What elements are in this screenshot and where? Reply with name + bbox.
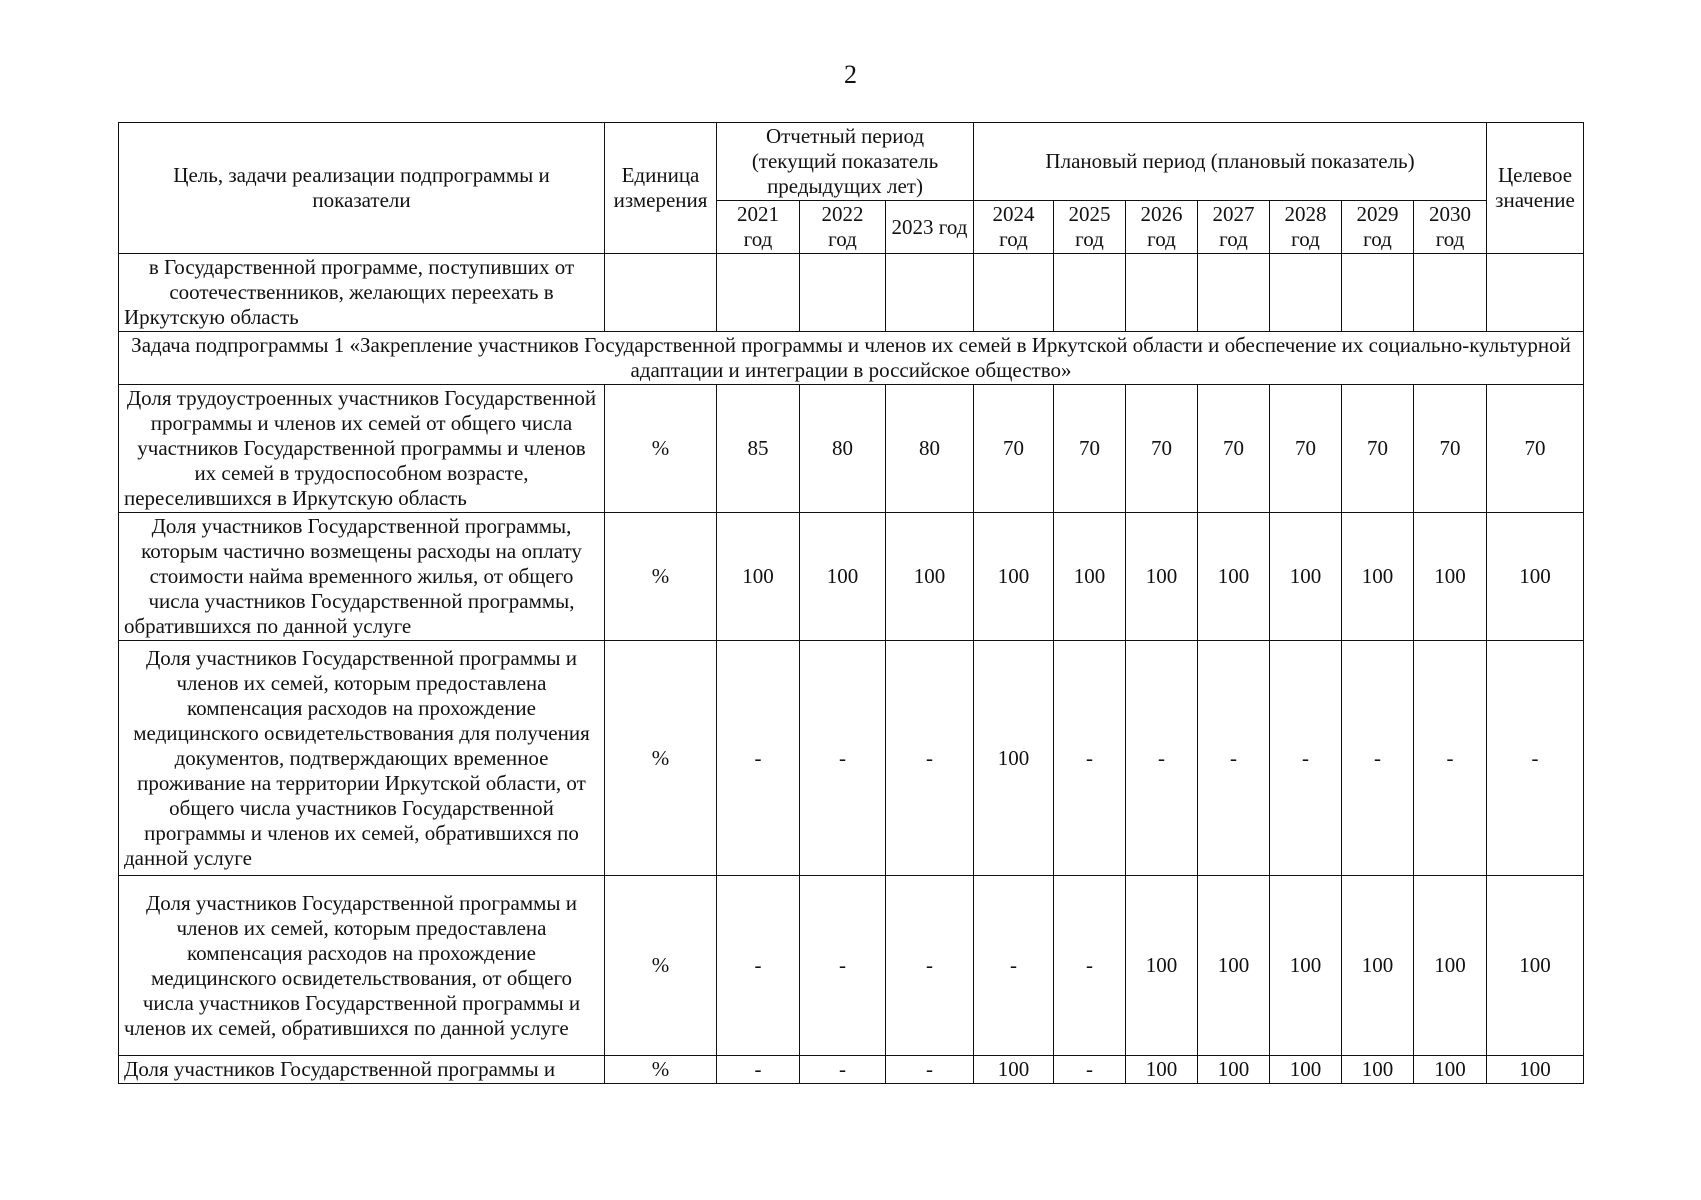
value-cell: - xyxy=(974,876,1054,1056)
value-cell: 70 xyxy=(1054,385,1126,513)
value-cell: 70 xyxy=(1126,385,1198,513)
header-year: 2029 год xyxy=(1342,201,1414,254)
header-year: 2028 год xyxy=(1270,201,1342,254)
indicator-text: Доля участников Государственной программы и xyxy=(119,1056,605,1084)
unit-cell: % xyxy=(605,385,717,513)
value-cell: 100 xyxy=(1054,513,1126,641)
value-cell: 100 xyxy=(1270,876,1342,1056)
value-cell: 100 xyxy=(1270,513,1342,641)
header-year: 2022 год xyxy=(800,201,886,254)
target-cell: 70 xyxy=(1487,385,1584,513)
value-cell: - xyxy=(886,1056,974,1084)
value-cell: - xyxy=(800,1056,886,1084)
indicator-text: Доля участников Государственной программы и членов их семей, которым предоставлена компенсация расходов на прохождение медицинского освидетельствования для получения документов, подтверждающих временное проживание на территории Иркутской области, от общего числа участников Государственной программы и членов их семей, обратившихся по данной услуге xyxy=(119,641,605,876)
header-year: 2021 год xyxy=(717,201,800,254)
value-cell: 100 xyxy=(974,641,1054,876)
value-cell: 100 xyxy=(800,513,886,641)
value-cell: 100 xyxy=(886,513,974,641)
header-target: Целевое значение xyxy=(1487,123,1584,254)
value-cell: 70 xyxy=(1342,385,1414,513)
value-cell: 100 xyxy=(1342,513,1414,641)
value-cell: 100 xyxy=(1198,1056,1270,1084)
value-cell: 100 xyxy=(1198,513,1270,641)
value-cell: 100 xyxy=(974,1056,1054,1084)
value-cell: 100 xyxy=(1126,1056,1198,1084)
value-cell: 70 xyxy=(974,385,1054,513)
value-cell: 100 xyxy=(1414,513,1487,641)
unit-cell: % xyxy=(605,513,717,641)
unit-cell: % xyxy=(605,1056,717,1084)
indicator-text: Доля участников Государственной программы и членов их семей, которым предоставлена компенсация расходов на прохождение медицинского освидетельствования, от общего числа участников Государственной программы и членов их семей, обратившихся по данной услуге xyxy=(119,876,605,1056)
value-cell: 100 xyxy=(1126,513,1198,641)
header-reporting-period: Отчетный период (текущий показатель предыдущих лет) xyxy=(717,123,974,201)
value-cell: - xyxy=(1054,1056,1126,1084)
task-title: Задача подпрограммы 1 «Закрепление участников Государственной программы и членов их семей в Иркутской области и обеспечение их социально-культурной адаптации и интеграции в российское общество» xyxy=(119,332,1584,385)
target-cell: 100 xyxy=(1487,513,1584,641)
value-cell: 80 xyxy=(800,385,886,513)
value-cell: 100 xyxy=(717,513,800,641)
header-year: 2030 год xyxy=(1414,201,1487,254)
header-year: 2026 год xyxy=(1126,201,1198,254)
header-unit: Единица измерения xyxy=(605,123,717,254)
page-number: 2 xyxy=(844,60,857,89)
value-cell: 100 xyxy=(1342,1056,1414,1084)
task-row xyxy=(119,332,1584,385)
value-cell: - xyxy=(886,641,974,876)
table-row xyxy=(119,876,1584,1056)
header-planned-period: Плановый период (плановый показатель) xyxy=(974,123,1487,201)
value-cell: - xyxy=(1342,641,1414,876)
table-row xyxy=(119,385,1584,513)
value-cell: 70 xyxy=(1198,385,1270,513)
value-cell: - xyxy=(717,1056,800,1084)
value-cell: - xyxy=(1054,641,1126,876)
value-cell: - xyxy=(886,876,974,1056)
value-cell: 100 xyxy=(1414,1056,1487,1084)
target-cell: 100 xyxy=(1487,1056,1584,1084)
target-cell: - xyxy=(1487,641,1584,876)
table-row xyxy=(119,513,1584,641)
value-cell: - xyxy=(717,641,800,876)
value-cell: 100 xyxy=(1414,876,1487,1056)
header-year: 2025 год xyxy=(1054,201,1126,254)
indicator-text: в Государственной программе, поступивших от соотечественников, желающих переехать в Иркутскую область xyxy=(119,254,605,332)
value-cell: - xyxy=(717,876,800,1056)
value-cell: 85 xyxy=(717,385,800,513)
value-cell: 100 xyxy=(1126,876,1198,1056)
indicator-text: Доля трудоустроенных участников Государственной программы и членов их семей от общего числа участников Государственной программы и членов их семей в трудоспособном возрасте, переселившихся в Иркутскую область xyxy=(119,385,605,513)
value-cell: 70 xyxy=(1414,385,1487,513)
indicator-text: Доля участников Государственной программы, которым частично возмещены расходы на оплату стоимости найма временного жилья, от общего числа участников Государственной программы, обратившихся по данной услуге xyxy=(119,513,605,641)
continuation-row xyxy=(119,254,1584,332)
target-cell: 100 xyxy=(1487,876,1584,1056)
value-cell: - xyxy=(1126,641,1198,876)
indicators-table xyxy=(118,122,1584,1084)
value-cell: 100 xyxy=(974,513,1054,641)
value-cell: 100 xyxy=(1342,876,1414,1056)
value-cell: - xyxy=(1414,641,1487,876)
table-row xyxy=(119,1056,1584,1084)
value-cell: - xyxy=(1270,641,1342,876)
value-cell: 100 xyxy=(1270,1056,1342,1084)
value-cell: - xyxy=(800,641,886,876)
unit-cell: % xyxy=(605,641,717,876)
header-year: 2027 год xyxy=(1198,201,1270,254)
value-cell: 100 xyxy=(1198,876,1270,1056)
header-year: 2024 год xyxy=(974,201,1054,254)
header-goal: Цель, задачи реализации подпрограммы и показатели xyxy=(119,123,605,254)
unit-cell: % xyxy=(605,876,717,1056)
value-cell: 70 xyxy=(1270,385,1342,513)
value-cell: - xyxy=(800,876,886,1056)
value-cell: - xyxy=(1054,876,1126,1056)
value-cell: 80 xyxy=(886,385,974,513)
table-row xyxy=(119,641,1584,876)
value-cell: - xyxy=(1198,641,1270,876)
header-year: 2023 год xyxy=(886,201,974,254)
